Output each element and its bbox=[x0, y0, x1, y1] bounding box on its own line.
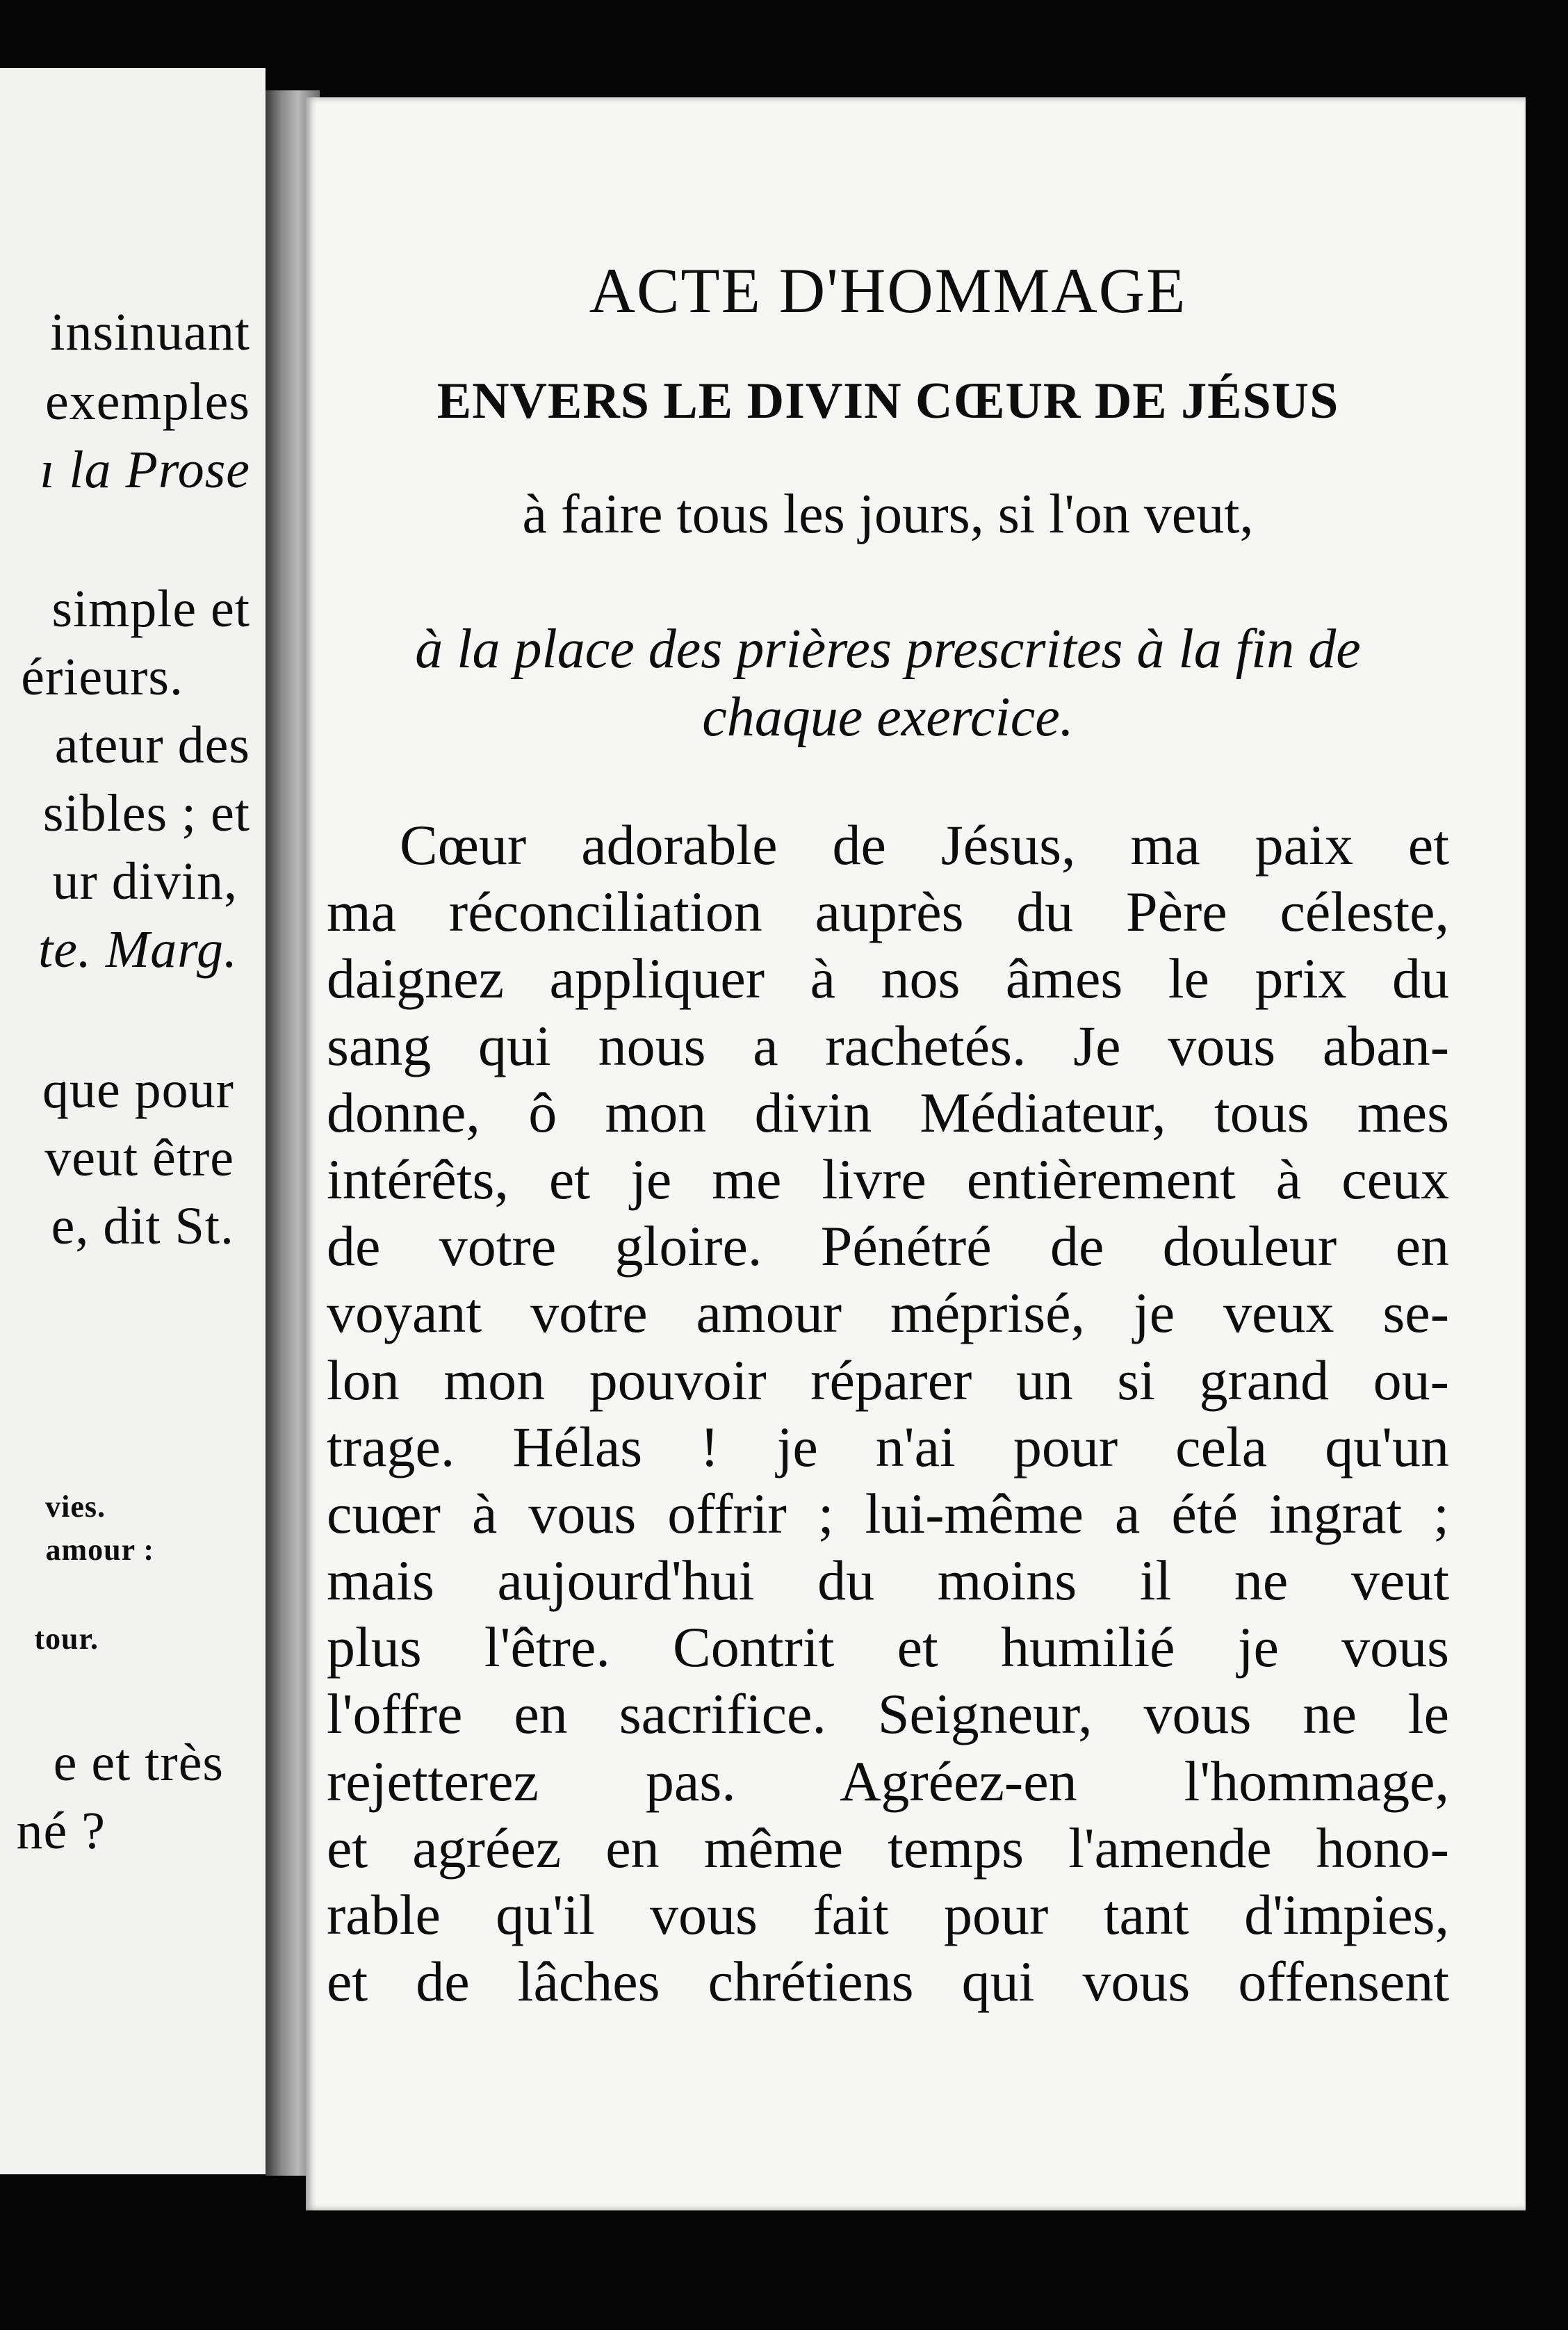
italic-note-line: chaque exercice. bbox=[702, 687, 1074, 748]
left-page-fragment: e, dit St. bbox=[51, 1197, 234, 1255]
prayer-line: rable qu'il vous fait pour tant d'impies, bbox=[327, 1883, 1449, 1946]
left-page-fragment: que pour bbox=[42, 1061, 234, 1119]
prayer-line: l'offre en sacrifice. Seigneur, vous ne le bbox=[327, 1682, 1449, 1746]
prayer-line: de votre gloire. Pénétré de douleur en bbox=[327, 1214, 1449, 1278]
prayer-line: mais aujourd'hui du moins il ne veut bbox=[327, 1549, 1449, 1613]
left-page-fragment: ateur des bbox=[54, 716, 250, 774]
italic-note bbox=[327, 615, 1449, 751]
left-page-fragment: tour. bbox=[34, 1622, 99, 1656]
prayer-line: intérêts, et je me livre entièrement à ceux bbox=[327, 1147, 1449, 1211]
left-page-fragment: e et très bbox=[53, 1734, 224, 1792]
left-page-fragment: te. Marg. bbox=[38, 920, 238, 979]
left-page-fragment: ur divin, bbox=[52, 852, 238, 911]
prayer-line: donne, ô mon divin Médiateur, tous mes bbox=[327, 1080, 1449, 1144]
left-page-fragment: né ? bbox=[16, 1802, 106, 1860]
prayer-line: voyant votre amour méprisé, je veux se- bbox=[327, 1281, 1449, 1345]
instruction-line: à faire tous les jours, si l'on veut, bbox=[522, 484, 1254, 545]
prayer-line: ma réconciliation auprès du Père céleste, bbox=[327, 880, 1449, 944]
left-page-fragment: érieurs. bbox=[21, 648, 183, 706]
prayer-line: cuœr à vous offrir ; lui-même a été ingrat ; bbox=[327, 1481, 1449, 1545]
left-page-fragment: ı la Prose bbox=[40, 441, 250, 499]
page-subtitle: ENVERS LE DIVIN CŒUR DE JÉSUS bbox=[436, 373, 1339, 430]
prayer-line: trage. Hélas ! je n'ai pour cela qu'un bbox=[327, 1415, 1449, 1478]
prayer-text bbox=[327, 812, 1449, 2015]
left-page-fragment: vies. bbox=[45, 1490, 106, 1524]
prayer-line: rejetterez pas. Agréez-en l'hommage, bbox=[327, 1749, 1449, 1813]
prayer-line: lon mon pouvoir réparer un si grand ou- bbox=[327, 1348, 1449, 1412]
left-page-fragment: amour : bbox=[45, 1533, 154, 1567]
italic-note-line: à la place des prières prescrites à la fin de bbox=[415, 619, 1361, 680]
prayer-line: plus l'être. Contrit et humilié je vous bbox=[327, 1615, 1449, 1679]
left-page-fragment: simple et bbox=[51, 580, 250, 638]
prayer-line: sang qui nous a rachetés. Je vous aban- bbox=[327, 1013, 1449, 1077]
left-page-fragment: veut être bbox=[44, 1129, 234, 1187]
left-facing-page bbox=[0, 68, 266, 2174]
left-page-fragment: exemples bbox=[44, 373, 250, 431]
prayer-line: et agréez en même temps l'amende hono- bbox=[327, 1816, 1449, 1880]
prayer-line: Cœur adorable de Jésus, ma paix et bbox=[400, 813, 1449, 877]
prayer-line: et de lâches chrétiens qui vous offensent bbox=[327, 1950, 1449, 2014]
left-page-fragment: insinuant bbox=[50, 303, 250, 361]
left-page-fragment: sibles ; et bbox=[42, 784, 250, 842]
right-page bbox=[306, 97, 1526, 2210]
page-title: ACTE D'HOMMAGE bbox=[589, 255, 1187, 326]
prayer-line: daignez appliquer à nos âmes le prix du bbox=[327, 947, 1449, 1011]
